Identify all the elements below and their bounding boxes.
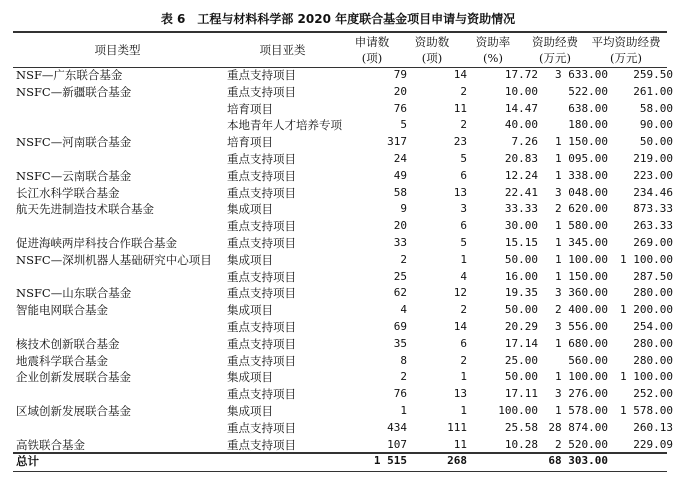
funding-rate: 17.11 — [504, 387, 538, 401]
fund-type — [13, 420, 227, 437]
header-label: 项目类型 — [94, 43, 141, 57]
funding-rate: 50.00 — [504, 370, 538, 384]
subtype: 重点支持项目 — [227, 68, 296, 82]
applied-count: 76 — [393, 101, 407, 115]
subtype: 集成项目 — [227, 403, 273, 418]
fund-type: 智能电网联合基金 — [16, 303, 108, 318]
header-label: 平均资助经费 — [591, 35, 661, 49]
funding-amount: 2 520.00 — [555, 437, 608, 451]
funded-count: 1 — [460, 252, 467, 266]
table-row — [13, 285, 676, 302]
fund-type — [13, 101, 227, 118]
average-funding — [608, 453, 673, 470]
funding-amount: 2 620.00 — [555, 202, 608, 216]
table-row — [13, 369, 676, 386]
applied-count: 35 — [393, 336, 407, 350]
header-funded — [402, 34, 462, 66]
table-row — [13, 437, 676, 454]
funding-rate: 17.14 — [504, 336, 538, 350]
table-row — [13, 168, 676, 185]
table-row — [13, 235, 676, 252]
funded-count: 11 — [453, 437, 467, 451]
applied-count: 25 — [393, 269, 407, 283]
funding-amount: 1 095.00 — [555, 151, 608, 165]
subtype: 集成项目 — [227, 202, 273, 217]
funding-rate: 25.58 — [504, 420, 538, 434]
applied-count: 62 — [393, 286, 407, 300]
funding-amount: 1 338.00 — [555, 168, 608, 182]
applied-count: 4 — [400, 303, 407, 317]
funded-count: 1 — [460, 370, 467, 384]
table-row — [13, 420, 676, 437]
subtype: 本地青年人才培养专项 — [227, 118, 342, 133]
average-funding: 223.00 — [633, 168, 673, 182]
table-title: 表 6 工程与材料科学部 2020 年度联合基金项目申请与资助情况 — [160, 12, 516, 26]
fund-type: NSFC—深圳机器人基础研究中心项目 — [16, 252, 212, 267]
funding-rate: 7.26 — [511, 135, 538, 149]
header-unit: (项) — [421, 51, 443, 65]
funded-count: 13 — [453, 185, 467, 199]
fund-type: NSFC—山东联合基金 — [16, 286, 132, 301]
header-average — [586, 34, 666, 66]
funding-amount: 1 578.00 — [555, 403, 608, 417]
fund-type: NSF—广东联合基金 — [16, 68, 123, 82]
average-funding: 1 100.00 — [620, 252, 673, 266]
average-funding: 229.09 — [633, 437, 673, 451]
subtype: 重点支持项目 — [227, 319, 296, 334]
fund-type: NSFC—河南联合基金 — [16, 135, 132, 150]
funded-count: 14 — [453, 319, 467, 333]
funded-count: 6 — [460, 168, 467, 182]
fund-type — [13, 218, 227, 235]
funding-rate: 12.24 — [504, 168, 538, 182]
applied-count: 1 — [400, 403, 407, 417]
applied-count: 317 — [387, 135, 407, 149]
subtype: 培育项目 — [227, 101, 273, 116]
funded-count: 2 — [460, 353, 467, 367]
funded-count: 13 — [453, 387, 467, 401]
header-label: 项目亚类 — [259, 43, 306, 57]
funding-rate: 20.29 — [504, 319, 538, 333]
funding-rate: 19.35 — [504, 286, 538, 300]
average-funding: 261.00 — [633, 84, 673, 98]
table-row — [13, 117, 676, 134]
applied-count: 49 — [393, 168, 407, 182]
average-funding: 219.00 — [633, 151, 673, 165]
funding-table — [13, 67, 676, 470]
fund-type: 地震科学联合基金 — [16, 353, 108, 368]
funding-amount: 1 100.00 — [555, 252, 608, 266]
header-unit: (万元) — [610, 51, 642, 65]
header-label: 资助经费 — [532, 35, 578, 49]
fund-type: 核技术创新联合基金 — [16, 336, 120, 351]
fund-type: 企业创新发展联合基金 — [16, 370, 131, 385]
table-row — [13, 134, 676, 151]
total-row — [13, 453, 676, 470]
applied-count: 79 — [393, 68, 407, 81]
funding-amount: 68 303.00 — [548, 454, 608, 468]
table-row — [13, 101, 676, 118]
funded-count: 3 — [460, 202, 467, 216]
funded-count: 12 — [453, 286, 467, 300]
table-row — [13, 252, 676, 269]
applied-count: 69 — [393, 319, 407, 333]
funding-rate — [467, 453, 538, 470]
funding-amount: 3 276.00 — [555, 387, 608, 401]
funded-count: 5 — [460, 151, 467, 165]
funding-amount: 3 048.00 — [555, 185, 608, 199]
funding-rate: 50.00 — [504, 252, 538, 266]
header-label: 资助率 — [475, 35, 511, 49]
applied-count: 9 — [400, 202, 407, 216]
average-funding: 280.00 — [633, 336, 673, 350]
funding-amount: 1 100.00 — [555, 370, 608, 384]
average-funding: 269.00 — [633, 235, 673, 249]
subtype: 重点支持项目 — [227, 387, 296, 402]
fund-type — [13, 386, 227, 403]
table-row — [13, 67, 676, 84]
table-row — [13, 302, 676, 319]
subtype: 重点支持项目 — [227, 235, 296, 250]
top-rule — [13, 31, 667, 33]
average-funding: 50.00 — [639, 135, 673, 149]
fund-type: NSFC—新疆联合基金 — [16, 84, 132, 99]
header-rate — [463, 34, 523, 66]
fund-type: 促进海峡两岸科技合作联合基金 — [16, 235, 177, 250]
funding-rate: 14.47 — [504, 101, 538, 115]
applied-count: 58 — [393, 185, 407, 199]
average-funding: 1 200.00 — [620, 303, 673, 317]
applied-count: 2 — [400, 252, 407, 266]
applied-count: 434 — [387, 420, 407, 434]
funding-amount: 1 150.00 — [555, 269, 608, 283]
fund-type — [13, 269, 227, 286]
funded-count: 268 — [447, 454, 467, 468]
funding-rate: 16.00 — [504, 269, 538, 283]
table-row — [13, 218, 676, 235]
header-unit: (%) — [483, 51, 503, 65]
subtype: 集成项目 — [227, 370, 273, 385]
funded-count: 1 — [460, 403, 467, 417]
funded-count: 23 — [453, 135, 467, 149]
applied-count: 1 515 — [373, 454, 407, 468]
funding-rate: 10.28 — [504, 437, 538, 451]
funded-count: 4 — [460, 269, 467, 283]
average-funding: 280.00 — [633, 353, 673, 367]
applied-count: 76 — [393, 387, 407, 401]
funding-amount: 3 556.00 — [555, 319, 608, 333]
applied-count: 20 — [393, 84, 407, 98]
subtype: 重点支持项目 — [227, 84, 296, 99]
funded-count: 6 — [460, 336, 467, 350]
funded-count: 14 — [453, 68, 467, 81]
applied-count: 8 — [400, 353, 407, 367]
applied-count: 2 — [400, 370, 407, 384]
average-funding: 260.13 — [633, 420, 673, 434]
funding-rate: 22.41 — [504, 185, 538, 199]
fund-type: 长江水科学联合基金 — [16, 185, 120, 200]
funded-count: 111 — [447, 420, 467, 434]
average-funding: 873.33 — [633, 202, 673, 216]
subtype: 重点支持项目 — [227, 353, 296, 368]
funded-count: 2 — [460, 84, 467, 98]
fund-type: 高铁联合基金 — [16, 437, 85, 452]
subtype: 重点支持项目 — [227, 336, 296, 351]
funding-rate: 33.33 — [504, 202, 538, 216]
fund-type: NSFC—云南联合基金 — [16, 168, 132, 183]
subtype: 重点支持项目 — [227, 151, 296, 166]
header-label: 申请数 — [354, 35, 390, 49]
funding-amount: 1 680.00 — [555, 336, 608, 350]
funding-amount: 2 400.00 — [555, 303, 608, 317]
fund-type — [13, 319, 227, 336]
average-funding: 280.00 — [633, 286, 673, 300]
funding-rate: 10.00 — [504, 84, 538, 98]
subtype: 重点支持项目 — [227, 437, 296, 452]
table-row — [13, 84, 676, 101]
funding-amount: 28 874.00 — [548, 420, 608, 434]
average-funding: 90.00 — [639, 118, 673, 132]
header-applied — [342, 34, 402, 66]
funding-amount: 560.00 — [568, 353, 608, 367]
funding-rate: 17.72 — [504, 68, 538, 81]
funding-rate: 15.15 — [504, 235, 538, 249]
funded-count: 11 — [453, 101, 467, 115]
fund-type: 总计 — [16, 454, 39, 469]
average-funding: 1 100.00 — [620, 370, 673, 384]
funding-amount: 3 360.00 — [555, 286, 608, 300]
fund-type — [13, 151, 227, 168]
funding-amount: 1 580.00 — [555, 219, 608, 233]
funding-amount: 522.00 — [568, 84, 608, 98]
funding-amount: 638.00 — [568, 101, 608, 115]
funding-amount: 3 633.00 — [555, 68, 608, 81]
subtype: 集成项目 — [227, 252, 273, 267]
funded-count: 2 — [460, 118, 467, 132]
subtype: 重点支持项目 — [227, 269, 296, 284]
table-row — [13, 353, 676, 370]
applied-count: 24 — [393, 151, 407, 165]
funded-count: 5 — [460, 235, 467, 249]
fund-type: 航天先进制造技术联合基金 — [16, 202, 154, 217]
average-funding: 252.00 — [633, 387, 673, 401]
table-row — [13, 386, 676, 403]
subtype: 重点支持项目 — [227, 286, 296, 301]
subtype: 重点支持项目 — [227, 185, 296, 200]
table-row — [13, 403, 676, 420]
fund-type: 区域创新发展联合基金 — [16, 403, 131, 418]
funding-amount: 180.00 — [568, 118, 608, 132]
table-row — [13, 201, 676, 218]
bottom-rule — [13, 471, 667, 472]
table-row — [13, 185, 676, 202]
applied-count: 20 — [393, 219, 407, 233]
subtype: 重点支持项目 — [227, 420, 296, 435]
applied-count: 5 — [400, 118, 407, 132]
header-unit: (项) — [361, 51, 383, 65]
header-amount — [520, 34, 590, 66]
funding-rate: 20.83 — [504, 151, 538, 165]
table-row — [13, 319, 676, 336]
funded-count: 6 — [460, 219, 467, 233]
average-funding: 259.50 — [633, 68, 673, 81]
total-rule — [13, 452, 667, 454]
average-funding: 1 578.00 — [620, 403, 673, 417]
subtype — [227, 453, 357, 470]
applied-count: 107 — [387, 437, 407, 451]
funding-rate: 25.00 — [504, 353, 538, 367]
average-funding: 287.50 — [633, 269, 673, 283]
average-funding: 58.00 — [639, 101, 673, 115]
header-label: 资助数 — [414, 35, 450, 49]
fund-type — [13, 117, 227, 134]
average-funding: 234.46 — [633, 185, 673, 199]
funding-rate: 100.00 — [498, 403, 538, 417]
funded-count: 2 — [460, 303, 467, 317]
subtype: 集成项目 — [227, 303, 273, 318]
average-funding: 254.00 — [633, 319, 673, 333]
table-row — [13, 151, 676, 168]
subtype: 培育项目 — [227, 135, 273, 150]
funding-amount: 1 150.00 — [555, 135, 608, 149]
table-row — [13, 336, 676, 353]
funding-rate: 50.00 — [504, 303, 538, 317]
table-row — [13, 269, 676, 286]
subtype: 重点支持项目 — [227, 168, 296, 183]
average-funding: 263.33 — [633, 219, 673, 233]
funding-amount: 1 345.00 — [555, 235, 608, 249]
subtype: 重点支持项目 — [227, 219, 296, 234]
header-unit: (万元) — [539, 51, 571, 65]
funding-rate: 30.00 — [504, 219, 538, 233]
funding-rate: 40.00 — [504, 118, 538, 132]
applied-count: 33 — [393, 235, 407, 249]
